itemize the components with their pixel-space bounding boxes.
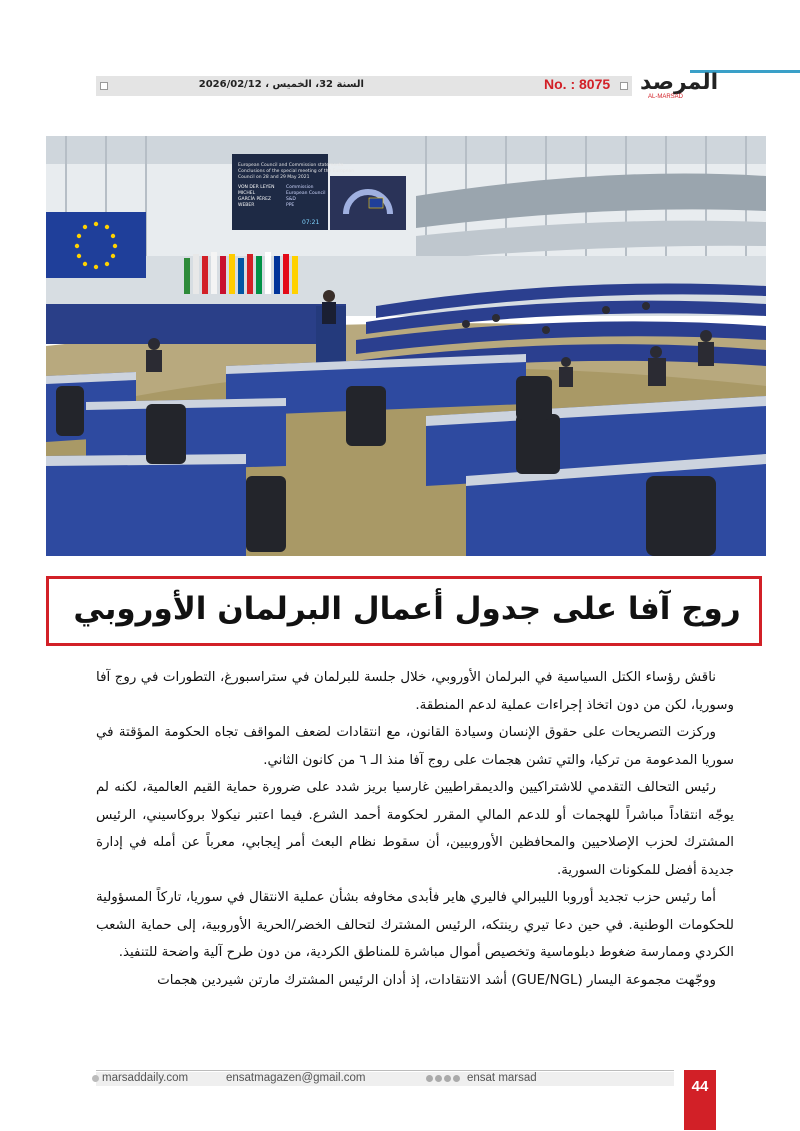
youtube-icon[interactable] [453,1075,460,1082]
masthead-logo [640,70,720,104]
footer-rule [96,1070,674,1071]
page-number: 44 [684,1070,716,1130]
issue-number: No. : 8075 [544,76,611,92]
footer-website[interactable]: marsaddaily.com [102,1072,189,1084]
globe-icon [92,1075,99,1082]
issue-date: السنة 32، الخميس ، 2026/02/12 [198,79,364,90]
twitter-icon[interactable] [435,1075,442,1082]
footer-email[interactable]: ensatmagazen@gmail.com [226,1072,366,1084]
facebook-icon[interactable] [426,1075,433,1082]
paragraph: رئيس التحالف التقدمي للاشتراكيين والديمقراطيين غارسيا بريز شدد على ضرورة حماية القيم العالمية، لكنه لم يوجّه انتقاداً مباشراً للهجمات أو للدعم المالي المقرر لحكومة أحمد الشرع. فيما اعتبر نيكولا بروكاسيني، الرئيس المشترك لحزب الإصلاحيين والمحافظين الأوروبيين، أن سقوط نظام البعث أمر إيجابي، معرباً عن أمله في إدارة جديدة أفضل للمكونات السورية. [96,780,734,878]
paragraph: أما رئيس حزب تجديد أوروبا الليبرالي فاليري هاير فأبدى مخاوفه بشأن عملية الانتقال في سوريا، تاركاً المسؤولية للحكومات الوطنية. في حين دعا تيري رينتكه، الرئيس المشترك لتحالف الخضر/الحرية الأوروبية، إلى حماية الشعب الكردي وممارسة ضغوط دبلوماسية وتخصيص أموال مباشرة للمناطق الكردية، من دون طرح آلية واضحة للتنفيذ. [96,890,734,960]
screen-heading-line-3: Council on 28 and 29 May 2021 [238,175,310,180]
screen-time: 07:21 [302,219,320,226]
screen-role-2: European Council [286,191,326,196]
paragraph: وركزت التصريحات على حقوق الإنسان وسيادة القانون، مع انتقادات لضعف المواقف تجاه الحكومة المؤقتة في سوريا المدعومة من تركيا، والتي تشن هجمات على روج آفا منذ الـ ٦ من كانون الثاني. [96,725,734,768]
screen-role-3: S&D [286,197,296,202]
screen-role-1: Commission [286,185,314,190]
logo-subtitle: AL-MARSAD [648,94,684,100]
screen-name-4: WEBER [238,203,255,208]
article-photo [46,136,766,556]
header-square-right [620,82,628,90]
article-title: روج آفا على جدول أعمال البرلمان الأوروبي [73,591,741,627]
instagram-icon[interactable] [444,1075,451,1082]
screen-heading-line-1: European Council and Commission statements [238,163,344,168]
paragraph: ووجّهت مجموعة اليسار (GUE/NGL) أشد الانتقادات، إذ أدان الرئيس المشترك مارتن شيردين هجمات [157,972,716,988]
article-body [96,664,734,994]
screen-name-3: GARCÍA PÉREZ [238,197,272,202]
screen-heading-line-2: Conclusions of the special meeting of the European [238,169,355,174]
screen-name-1: VON DER LEYEN [238,185,275,190]
logo-wordmark: المرصد [640,70,719,95]
article-title-box [46,576,762,646]
paragraph: ناقش رؤساء الكتل السياسية في البرلمان الأوروبي، خلال جلسة للبرلمان في ستراسبورغ، التطورات في روج آفا وسوريا، لكن من دون اتخاذ إجراءات عملية لدعم المنطقة. [96,670,734,713]
screen-role-4: PPE [286,203,295,208]
footer-social-handle[interactable]: ensat marsad [467,1072,537,1084]
vote-screen-right [330,176,406,230]
screen-name-2: MICHEL [238,191,256,196]
